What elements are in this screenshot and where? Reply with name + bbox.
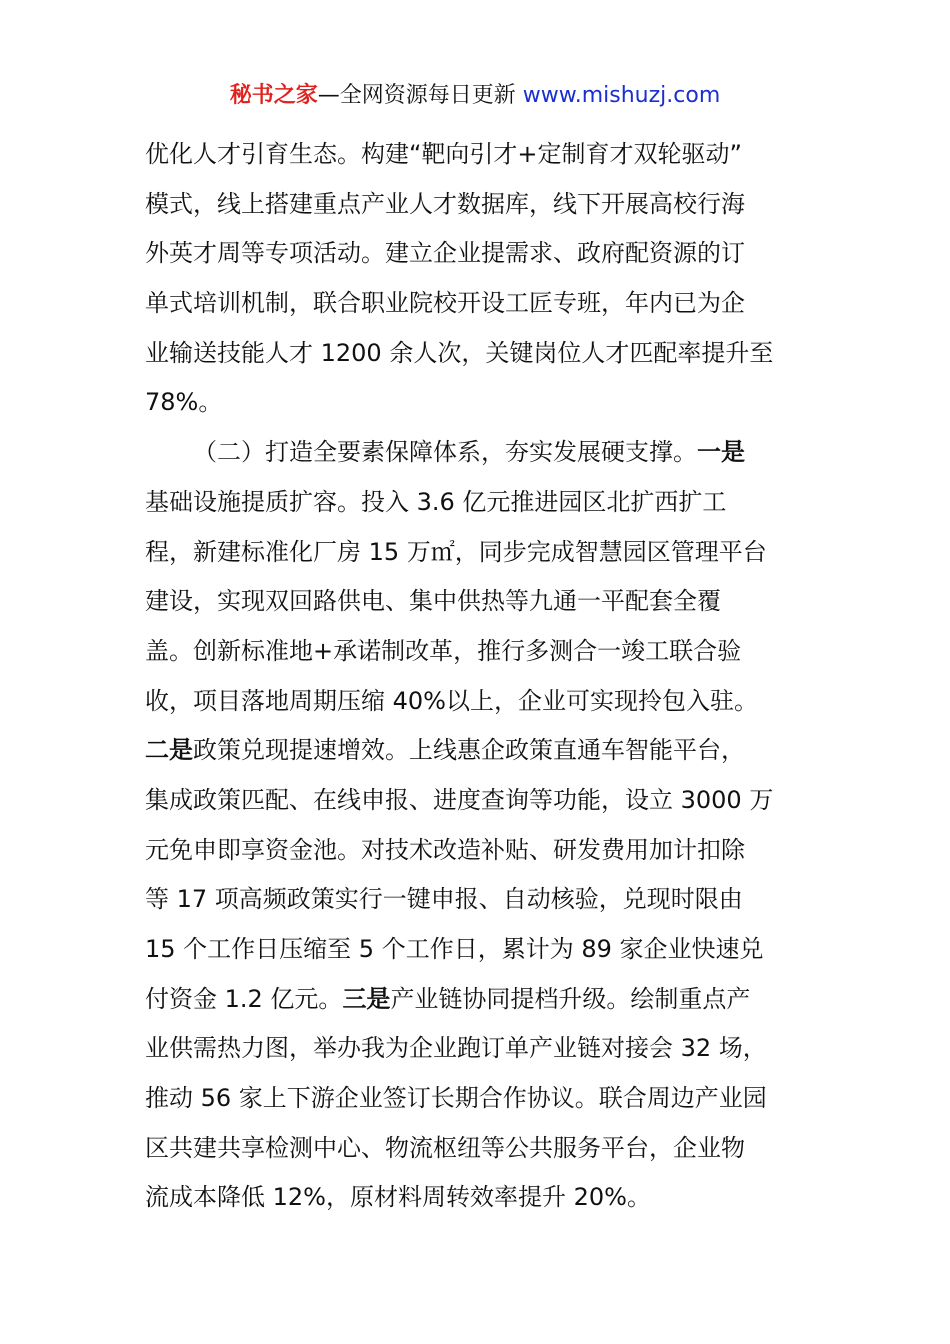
paragraph-line: 元免申即享资金池。对技术改造补贴、研发费用加计扣除	[145, 835, 745, 864]
site-header	[0, 80, 950, 112]
paragraph-line: 建设，实现双回路供电、集中供热等九通一平配套全覆	[145, 587, 721, 616]
paragraph-line: 程，新建标准化厂房 15 万㎡，同步完成智慧园区管理平台	[145, 537, 767, 566]
paragraph-line: 收，项目落地周期压缩 40%以上，企业可实现拎包入驻。	[145, 686, 758, 715]
paragraph-line: 盖。创新标准地+承诺制改革，推行多测合一竣工联合验	[145, 636, 742, 665]
paragraph-line: 模式，线上搭建重点产业人才数据库，线下开展高校行海	[145, 189, 745, 218]
paragraph-line: 集成政策匹配、在线申报、进度查询等功能，设立 3000 万	[145, 785, 774, 814]
paragraph-line	[145, 975, 815, 1025]
item-marker-third: 三是	[342, 984, 391, 1013]
item-marker-second: 二是	[145, 736, 193, 765]
item-marker-first: 一是	[697, 438, 745, 467]
paragraph-line: 78%。	[145, 388, 223, 417]
section-heading-line	[145, 428, 815, 478]
brand-name: 秘书之家	[229, 83, 318, 108]
paragraph-line: 外英才周等专项活动。建立企业提需求、政府配资源的订	[145, 239, 745, 268]
paragraph-line: 区共建共享检测中心、物流枢纽等公共服务平台，企业物	[145, 1133, 745, 1162]
line-text: 产业链协同提档升级。绘制重点产	[390, 984, 751, 1013]
paragraph-line: 基础设施提质扩容。投入 3.6 亿元推进园区北扩西扩工	[145, 487, 727, 516]
section-heading: （二）打造全要素保障体系，夯实发展硬支撑。	[193, 438, 697, 467]
paragraph-line: 单式培训机制，联合职业院校开设工匠专班，年内已为企	[145, 289, 745, 318]
paragraph-line: 15 个工作日压缩至 5 个工作日，累计为 89 家企业快速兑	[145, 935, 764, 963]
site-url-link[interactable]: www.mishuzj.com	[522, 83, 721, 108]
paragraph-line: 业输送技能人才 1200 余人次，关键岗位人才匹配率提升至	[145, 338, 774, 367]
header-tagline: —全网资源每日更新	[317, 83, 523, 108]
line-text: 政策兑现提速增效。上线惠企政策直通车智能平台，	[193, 736, 745, 765]
document-body	[145, 130, 815, 1223]
paragraph-line: 等 17 项高频政策实行一键申报、自动核验，兑现时限由	[145, 885, 743, 914]
paragraph-line	[145, 726, 815, 776]
paragraph-line: 流成本降低 12%，原材料周转效率提升 20%。	[145, 1183, 651, 1212]
paragraph-line: 推动 56 家上下游企业签订长期合作协议。联合周边产业园	[145, 1084, 767, 1113]
paragraph-line: 业供需热力图，举办我为企业跑订单产业链对接会 32 场，	[145, 1034, 767, 1063]
paragraph-line: 优化人才引育生态。构建“靶向引才+定制育才双轮驱动”	[145, 140, 742, 168]
line-text: 付资金 1.2 亿元。	[145, 984, 343, 1013]
